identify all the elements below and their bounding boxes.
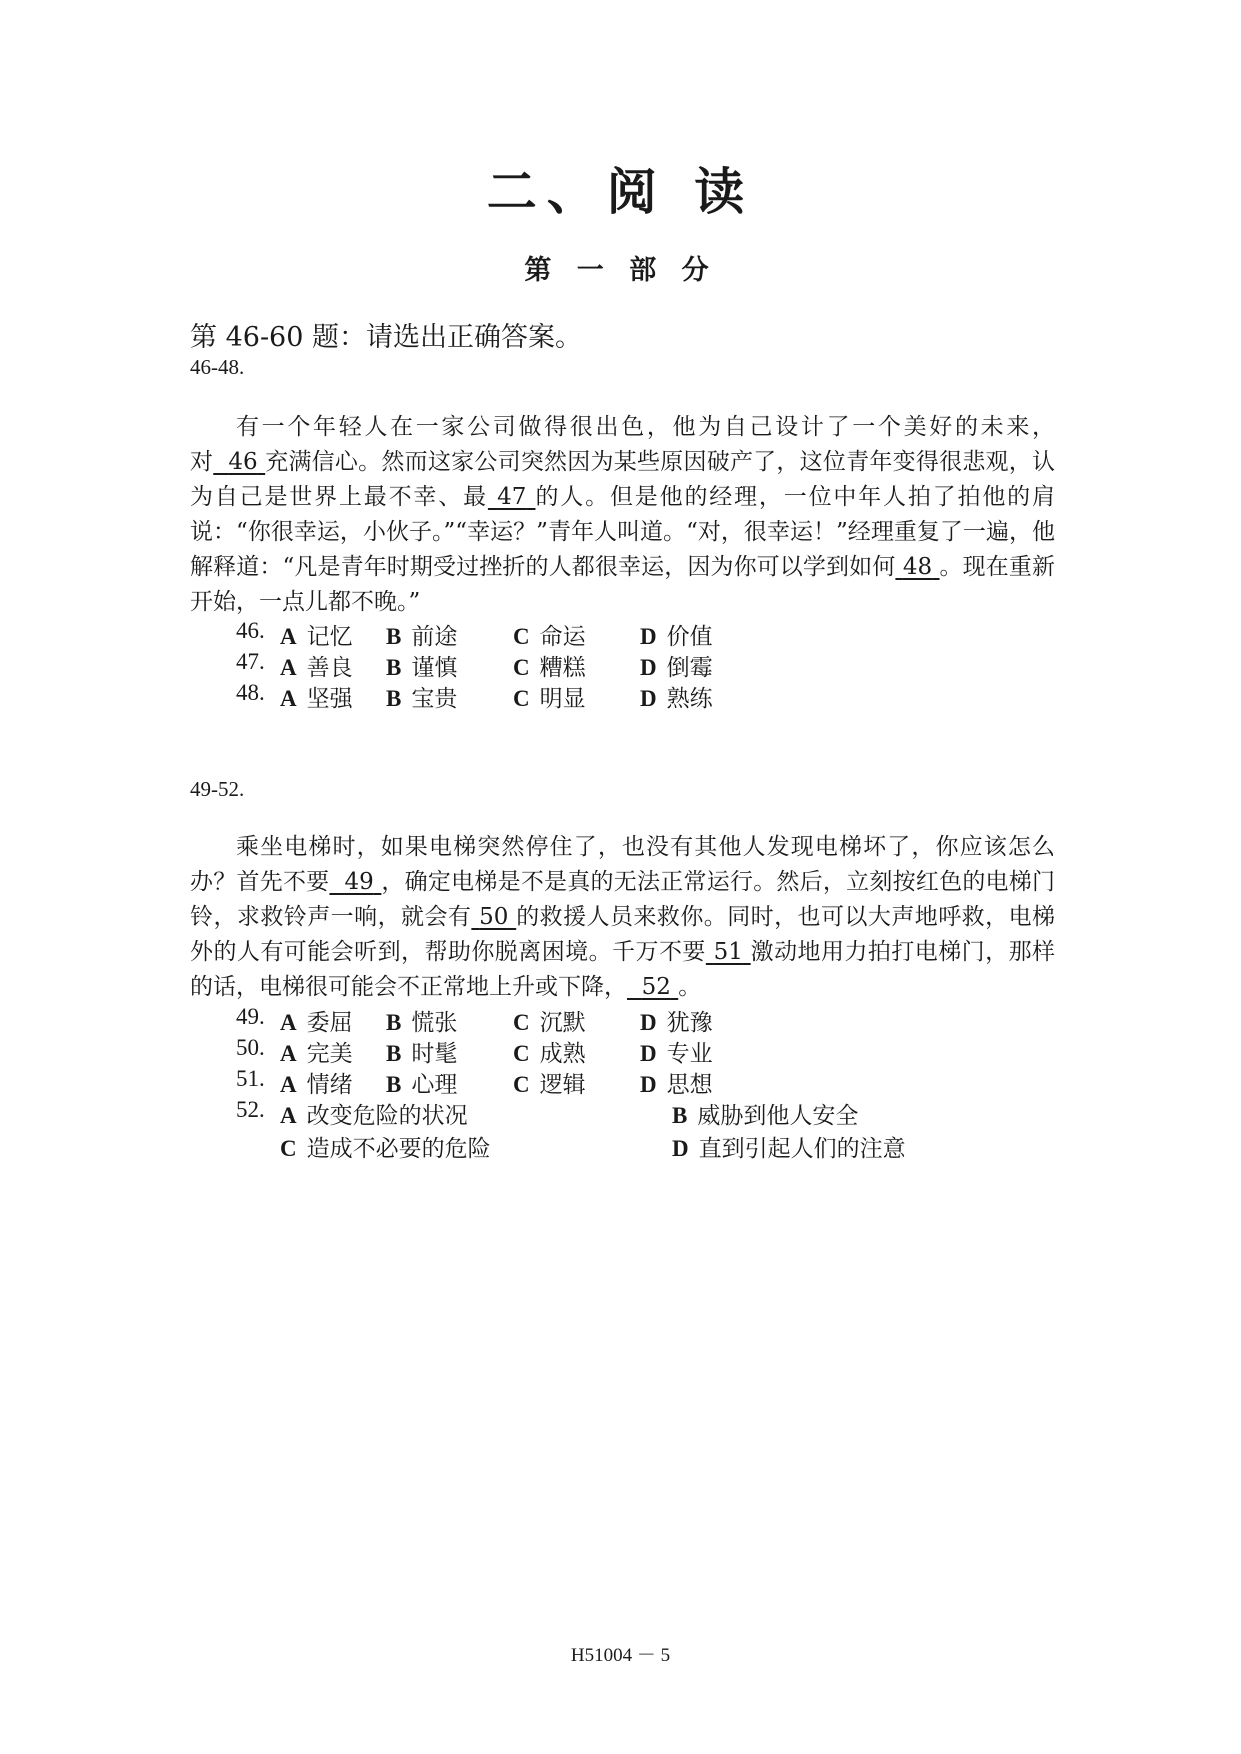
option-a[interactable]: A 坚强 xyxy=(280,686,353,712)
option-b[interactable]: B 宝贵 xyxy=(386,686,458,712)
part-title: 第 一 部 分 xyxy=(524,255,717,286)
blank-52: 52 xyxy=(641,974,671,1000)
option-c[interactable]: C 成熟 xyxy=(513,1041,586,1067)
option-d[interactable]: D 直到引起人们的注意 xyxy=(672,1136,906,1162)
option-d[interactable]: D 倒霉 xyxy=(640,655,713,681)
question-number: 47. xyxy=(236,649,265,674)
option-b[interactable]: B 心理 xyxy=(386,1072,458,1098)
option-d[interactable]: D 思想 xyxy=(640,1072,713,1098)
option-c[interactable]: C 逻辑 xyxy=(513,1072,586,1098)
option-b[interactable]: B 时髦 xyxy=(386,1041,458,1067)
option-c[interactable]: C 糟糕 xyxy=(513,655,586,681)
question-number: 46. xyxy=(236,618,265,643)
option-b[interactable]: B 前途 xyxy=(386,624,458,650)
passage-46-48: 有一个年轻人在一家公司做得很出色，他为自己设计了一个美好的未来，对 46 充满信心。然而这家公司突然因为某些原因破产了，这位青年变得很悲观，认为自己是世界上最不幸、最 47 的人。但是他的经理，一位中年人拍了拍他的肩说：“你很幸运，小伙子。”“幸运？”青年人叫道。“对，很幸运！”经理重复了一遍，他解释道：“凡是青年时期受过挫折的人都很幸运，因为你可以学到如何 48 。现在重新开始，一点儿都不晚。” xyxy=(190,414,1056,615)
option-d[interactable]: D 犹豫 xyxy=(640,1010,713,1036)
blank-51: 51 xyxy=(713,939,743,965)
passage-49-52: 乘坐电梯时，如果电梯突然停住了，也没有其他人发现电梯坏了，你应该怎么办？首先不要 49 ，确定电梯是不是真的无法正常运行。然后，立刻按红色的电梯门铃，求救铃声一响，就会有 50 的救援人员来救你。同时，也可以大声地呼救，电梯外的人有可能会听到，帮助你脱离困境。千万不要 51 激动地用力拍打电梯门，那样的话，电梯很可能会不正常地上升或下降， 52 。 xyxy=(190,834,1056,1000)
blank-49: 49 xyxy=(344,869,374,895)
instruction: 第 46-60 题：请选出正确答案。 xyxy=(190,322,583,353)
option-a[interactable]: A 情绪 xyxy=(280,1072,353,1098)
question-number: 48. xyxy=(236,680,265,705)
question-number: 52. xyxy=(236,1097,265,1122)
option-a[interactable]: A 改变危险的状况 xyxy=(280,1103,468,1129)
option-d[interactable]: D 专业 xyxy=(640,1041,713,1067)
blank-48: 48 xyxy=(902,554,933,580)
option-c[interactable]: C 明显 xyxy=(513,686,586,712)
question-number: 50. xyxy=(236,1035,265,1060)
option-c[interactable]: C 命运 xyxy=(513,624,586,650)
option-a[interactable]: A 完美 xyxy=(280,1041,353,1067)
option-a[interactable]: A 委屈 xyxy=(280,1010,353,1036)
option-b[interactable]: B 威胁到他人安全 xyxy=(672,1103,859,1129)
group-label-46-48: 46-48. xyxy=(190,355,245,379)
question-number: 49. xyxy=(236,1004,265,1029)
option-d[interactable]: D 价值 xyxy=(640,624,713,650)
page-footer: H51004 － 5 xyxy=(570,1645,671,1666)
option-c[interactable]: C 沉默 xyxy=(513,1010,586,1036)
option-a[interactable]: A 善良 xyxy=(280,655,353,681)
option-a[interactable]: A 记忆 xyxy=(280,624,353,650)
blank-50: 50 xyxy=(479,904,509,930)
question-number: 51. xyxy=(236,1066,265,1091)
option-c[interactable]: C 造成不必要的危险 xyxy=(280,1136,491,1162)
option-b[interactable]: B 谨慎 xyxy=(386,655,458,681)
blank-46: 46 xyxy=(228,449,258,475)
blank-47: 47 xyxy=(497,484,527,510)
option-b[interactable]: B 慌张 xyxy=(386,1010,458,1036)
group-label-49-52: 49-52. xyxy=(190,777,245,801)
option-d[interactable]: D 熟练 xyxy=(640,686,713,712)
section-title: 二、阅 读 xyxy=(486,162,755,221)
